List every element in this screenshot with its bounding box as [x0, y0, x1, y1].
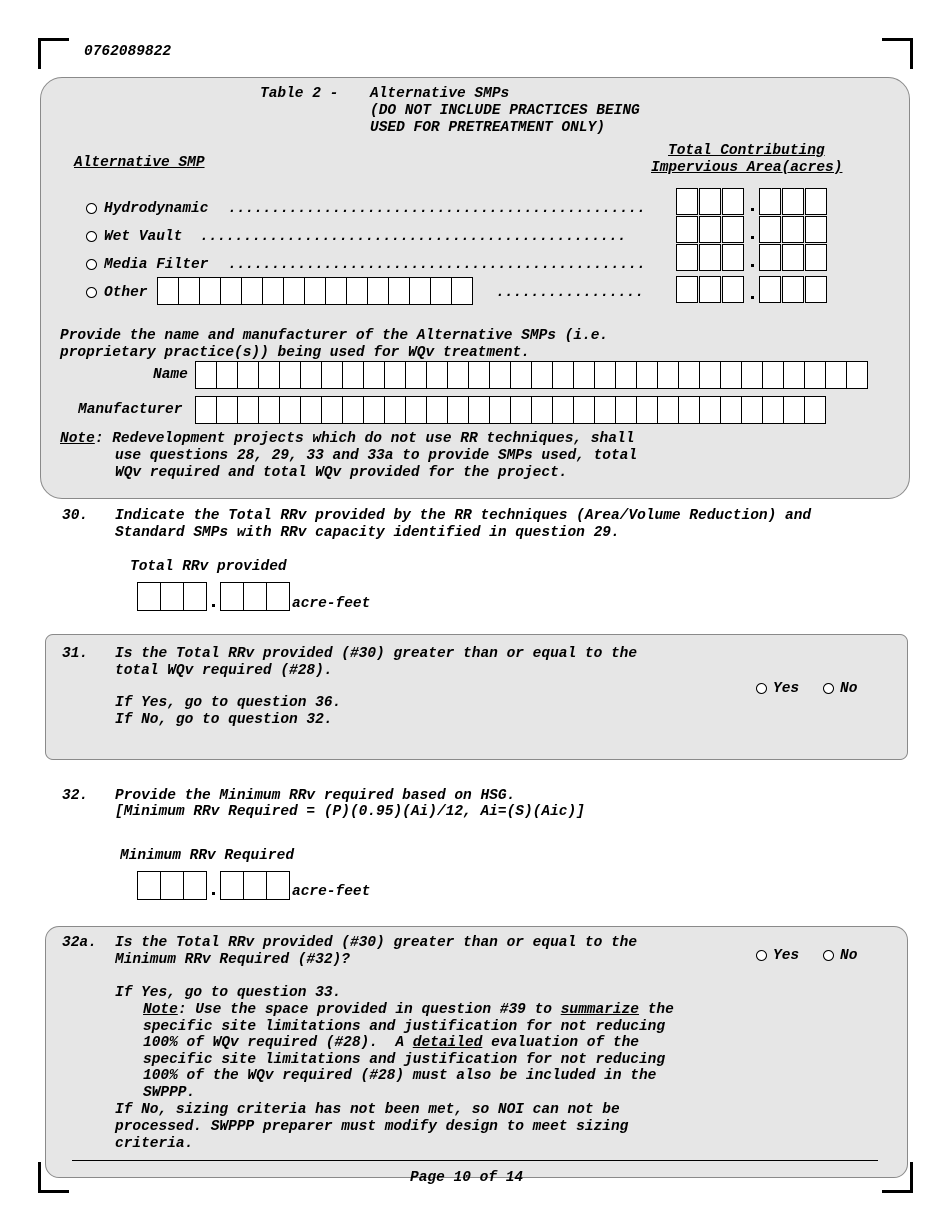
column-header-area-line2: Impervious Area(acres) — [651, 160, 843, 176]
manufacturer-cell[interactable] — [426, 396, 448, 424]
hydrodynamic-area-digit[interactable] — [722, 188, 744, 215]
q30-text-line1: Indicate the Total RRv provided by the RR techniques (Area/Volume Reduction) and — [115, 508, 812, 524]
q32a-note-line3a: 100% of WQv required (#28). A — [143, 1035, 413, 1051]
name-cell[interactable] — [405, 361, 427, 389]
other-name-cell[interactable] — [157, 277, 179, 305]
manufacturer-cell[interactable] — [468, 396, 490, 424]
q32a-if-no-line1: If No, sizing criteria has not been met, so NOI can not be — [115, 1102, 620, 1118]
wet-vault-leader: ................................................. — [200, 229, 627, 245]
manufacturer-cell[interactable] — [762, 396, 784, 424]
manufacturer-cell[interactable] — [447, 396, 469, 424]
name-cell[interactable] — [468, 361, 490, 389]
name-cell[interactable] — [237, 361, 259, 389]
q32a-note-line5: 100% of the WQv required (#28) must also be included in the — [143, 1068, 657, 1084]
other-leader: ................. — [496, 285, 644, 301]
media-filter-leader: ................................................ — [228, 257, 646, 273]
name-cell[interactable] — [510, 361, 532, 389]
other-label: Other — [104, 285, 148, 301]
page-number: Page 10 of 14 — [410, 1170, 524, 1186]
q32a-if-no-line3: criteria. — [115, 1136, 194, 1152]
media-filter-radio[interactable] — [86, 259, 97, 270]
manufacturer-cell[interactable] — [720, 396, 742, 424]
q32a-note-text-b: the — [639, 1002, 674, 1018]
manufacturer-cell[interactable] — [699, 396, 721, 424]
q31-if-yes: If Yes, go to question 36. — [115, 695, 342, 711]
note-label: Note — [60, 431, 95, 447]
manufacturer-cell[interactable] — [258, 396, 280, 424]
decimal-point — [751, 236, 754, 239]
name-cell[interactable] — [195, 361, 217, 389]
q32-formula: [Minimum RRv Required = (P)(0.95)(Ai)/12, Ai=(S)(Aic)] — [115, 804, 585, 820]
other-name-cell[interactable] — [367, 277, 389, 305]
name-cell[interactable] — [783, 361, 805, 389]
corner-mark-top-right — [882, 38, 913, 69]
media-filter-area-decimal-digit[interactable] — [759, 244, 781, 271]
q32-text-line1: Provide the Minimum RRv required based on HSG. — [115, 788, 516, 804]
manufacturer-cell[interactable] — [489, 396, 511, 424]
table2-note-line2: use questions 28, 29, 33 and 33a to provide SMPs used, total — [115, 448, 638, 464]
decimal-point — [212, 604, 215, 607]
q32a-note-line2: specific site limitations and justification for not reducing — [143, 1019, 666, 1035]
name-cell[interactable] — [279, 361, 301, 389]
q32a-note-label: Note — [143, 1002, 178, 1018]
name-cell[interactable] — [447, 361, 469, 389]
manufacturer-cell[interactable] — [237, 396, 259, 424]
other-area-decimal-digit[interactable] — [759, 276, 781, 303]
total-rrv-digit[interactable] — [160, 582, 184, 611]
wet-vault-area-digit[interactable] — [699, 216, 721, 243]
corner-mark-top-left — [38, 38, 69, 69]
name-cell[interactable] — [825, 361, 847, 389]
q32-unit: acre-feet — [292, 884, 371, 900]
note-text: : Redevelopment projects which do not use RR techniques, shall — [94, 431, 635, 447]
hydrodynamic-area-decimal-digit[interactable] — [805, 188, 827, 215]
media-filter-area-digit[interactable] — [699, 244, 721, 271]
other-radio[interactable] — [86, 287, 97, 298]
total-rrv-digit[interactable] — [137, 582, 161, 611]
q32a-text-line2: Minimum RRv Required (#32)? — [115, 952, 350, 968]
name-cell[interactable] — [804, 361, 826, 389]
manufacturer-cell[interactable] — [783, 396, 805, 424]
media-filter-label: Media Filter — [104, 257, 209, 273]
name-cell[interactable] — [699, 361, 721, 389]
q31-number: 31. — [62, 646, 89, 662]
table2-title-line2: (DO NOT INCLUDE PRACTICES BEING — [370, 103, 640, 119]
minimum-rrv-decimal-digit[interactable] — [220, 871, 244, 900]
name-cell[interactable] — [657, 361, 679, 389]
name-cell[interactable] — [594, 361, 616, 389]
q31-yes-label: Yes — [773, 681, 800, 697]
other-name-cell[interactable] — [283, 277, 305, 305]
minimum-rrv-digit[interactable] — [160, 871, 184, 900]
document-id: 0762089822 — [84, 44, 172, 60]
wet-vault-area-decimal-digit[interactable] — [759, 216, 781, 243]
other-name-cell[interactable] — [241, 277, 263, 305]
q31-text-line1: Is the Total RRv provided (#30) greater than or equal to the — [115, 646, 638, 662]
q32-field-label: Minimum RRv Required — [120, 848, 295, 864]
name-cell[interactable] — [846, 361, 868, 389]
q32a-note-text-a: : Use the space provided in question #39 to — [177, 1002, 561, 1018]
q30-unit: acre-feet — [292, 596, 371, 612]
q32a-note-line6: SWPPP. — [143, 1085, 196, 1101]
wet-vault-label: Wet Vault — [104, 229, 183, 245]
other-name-cell[interactable] — [220, 277, 242, 305]
q31-no-label: No — [840, 681, 858, 697]
hydrodynamic-area-digit[interactable] — [699, 188, 721, 215]
manufacturer-cell[interactable] — [195, 396, 217, 424]
name-cell[interactable] — [741, 361, 763, 389]
table2-title-prefix: Table 2 - — [260, 86, 339, 102]
total-rrv-decimal-digit[interactable] — [266, 582, 290, 611]
q32a-note-summarize: summarize — [560, 1002, 640, 1018]
manufacturer-cell[interactable] — [615, 396, 637, 424]
other-name-cell[interactable] — [388, 277, 410, 305]
minimum-rrv-digit[interactable] — [183, 871, 207, 900]
q32a-note-line4: specific site limitations and justification for not reducing — [143, 1052, 666, 1068]
hydrodynamic-leader: ................................................ — [228, 201, 646, 217]
wet-vault-area-digit[interactable] — [722, 216, 744, 243]
hydrodynamic-area-decimal-digit[interactable] — [759, 188, 781, 215]
manufacturer-cell[interactable] — [300, 396, 322, 424]
q31-if-no: If No, go to question 32. — [115, 712, 333, 728]
other-name-cell[interactable] — [325, 277, 347, 305]
name-cell[interactable] — [426, 361, 448, 389]
manufacturer-cell[interactable] — [594, 396, 616, 424]
hydrodynamic-area-decimal-digit[interactable] — [782, 188, 804, 215]
table2-note-line3: WQv required and total WQv provided for the project. — [115, 465, 568, 481]
manufacturer-cell[interactable] — [405, 396, 427, 424]
manufacturer-cell[interactable] — [216, 396, 238, 424]
decimal-point — [751, 208, 754, 211]
manufacturer-label: Manufacturer — [78, 402, 183, 418]
q32a-note-detailed: detailed — [412, 1035, 483, 1051]
hydrodynamic-label: Hydrodynamic — [104, 201, 209, 217]
q31-no-radio[interactable] — [823, 683, 834, 694]
manufacturer-cell[interactable] — [279, 396, 301, 424]
q30-text-line2: Standard SMPs with RRv capacity identified in question 29. — [115, 525, 620, 541]
other-name-cell[interactable] — [430, 277, 452, 305]
media-filter-area-digit[interactable] — [722, 244, 744, 271]
manufacturer-cell[interactable] — [552, 396, 574, 424]
manufacturer-cell[interactable] — [510, 396, 532, 424]
name-cell[interactable] — [762, 361, 784, 389]
q31-yes-radio[interactable] — [756, 683, 767, 694]
name-cell[interactable] — [342, 361, 364, 389]
manufacturer-cell[interactable] — [678, 396, 700, 424]
name-cell[interactable] — [615, 361, 637, 389]
column-header-alternative-smp: Alternative SMP — [74, 155, 205, 171]
q30-number: 30. — [62, 508, 89, 524]
name-cell[interactable] — [489, 361, 511, 389]
name-cell[interactable] — [678, 361, 700, 389]
manufacturer-cell[interactable] — [321, 396, 343, 424]
other-area-decimal-digit[interactable] — [782, 276, 804, 303]
wet-vault-area-digit[interactable] — [676, 216, 698, 243]
q32a-note-line3 — [143, 1035, 639, 1052]
other-name-cell[interactable] — [199, 277, 221, 305]
q32a-note-line1 — [143, 1002, 674, 1019]
total-rrv-digit[interactable] — [183, 582, 207, 611]
hydrodynamic-radio[interactable] — [86, 203, 97, 214]
table2-note-line1 — [60, 431, 634, 448]
provide-instruction-line2: proprietary practice(s)) being used for WQv treatment. — [60, 345, 530, 361]
name-label: Name — [153, 367, 188, 383]
media-filter-area-digit[interactable] — [676, 244, 698, 271]
name-cell[interactable] — [720, 361, 742, 389]
q32a-note-line3b: evaluation of the — [482, 1035, 640, 1051]
other-name-cell[interactable] — [346, 277, 368, 305]
manufacturer-cell[interactable] — [363, 396, 385, 424]
other-area-digit[interactable] — [699, 276, 721, 303]
table2-title-line1: Alternative SMPs — [370, 86, 510, 102]
manufacturer-cell[interactable] — [531, 396, 553, 424]
media-filter-area-decimal-digit[interactable] — [805, 244, 827, 271]
wet-vault-area-decimal-digit[interactable] — [805, 216, 827, 243]
wet-vault-area-decimal-digit[interactable] — [782, 216, 804, 243]
q32-number: 32. — [62, 788, 89, 804]
q32a-if-no-line2: processed. SWPPP preparer must modify design to meet sizing — [115, 1119, 629, 1135]
other-area-digit[interactable] — [676, 276, 698, 303]
other-name-cell[interactable] — [451, 277, 473, 305]
other-name-cell[interactable] — [409, 277, 431, 305]
name-cell[interactable] — [321, 361, 343, 389]
q32a-yes-radio[interactable] — [756, 950, 767, 961]
name-cell[interactable] — [531, 361, 553, 389]
manufacturer-cell[interactable] — [657, 396, 679, 424]
q31-text-line2: total WQv required (#28). — [115, 663, 333, 679]
name-cell[interactable] — [384, 361, 406, 389]
q32a-no-radio[interactable] — [823, 950, 834, 961]
name-cell[interactable] — [552, 361, 574, 389]
q32a-yes-label: Yes — [773, 948, 800, 964]
name-cell[interactable] — [573, 361, 595, 389]
other-name-cell[interactable] — [304, 277, 326, 305]
name-cell[interactable] — [258, 361, 280, 389]
name-cell[interactable] — [300, 361, 322, 389]
wet-vault-radio[interactable] — [86, 231, 97, 242]
manufacturer-cell[interactable] — [636, 396, 658, 424]
q32a-if-yes: If Yes, go to question 33. — [115, 985, 342, 1001]
hydrodynamic-area-digit[interactable] — [676, 188, 698, 215]
manufacturer-cell[interactable] — [804, 396, 826, 424]
footer-rule — [72, 1160, 878, 1161]
q32a-text-line1: Is the Total RRv provided (#30) greater than or equal to the — [115, 935, 638, 951]
other-name-cell[interactable] — [178, 277, 200, 305]
manufacturer-cell[interactable] — [384, 396, 406, 424]
q32a-number: 32a. — [62, 935, 97, 951]
decimal-point — [212, 892, 215, 895]
name-cell[interactable] — [363, 361, 385, 389]
q32a-no-label: No — [840, 948, 858, 964]
other-area-digit[interactable] — [722, 276, 744, 303]
column-header-area-line1: Total Contributing — [668, 143, 825, 159]
q30-field-label: Total RRv provided — [130, 559, 287, 575]
total-rrv-decimal-digit[interactable] — [220, 582, 244, 611]
table2-title-line3: USED FOR PRETREATMENT ONLY) — [370, 120, 605, 136]
minimum-rrv-decimal-digit[interactable] — [266, 871, 290, 900]
other-area-decimal-digit[interactable] — [805, 276, 827, 303]
media-filter-area-decimal-digit[interactable] — [782, 244, 804, 271]
total-rrv-decimal-digit[interactable] — [243, 582, 267, 611]
manufacturer-cell[interactable] — [741, 396, 763, 424]
decimal-point — [751, 296, 754, 299]
provide-instruction-line1: Provide the name and manufacturer of the Alternative SMPs (i.e. — [60, 328, 609, 344]
minimum-rrv-decimal-digit[interactable] — [243, 871, 267, 900]
minimum-rrv-digit[interactable] — [137, 871, 161, 900]
decimal-point — [751, 264, 754, 267]
other-name-cell[interactable] — [262, 277, 284, 305]
name-cell[interactable] — [636, 361, 658, 389]
name-cell[interactable] — [216, 361, 238, 389]
manufacturer-cell[interactable] — [342, 396, 364, 424]
manufacturer-cell[interactable] — [573, 396, 595, 424]
